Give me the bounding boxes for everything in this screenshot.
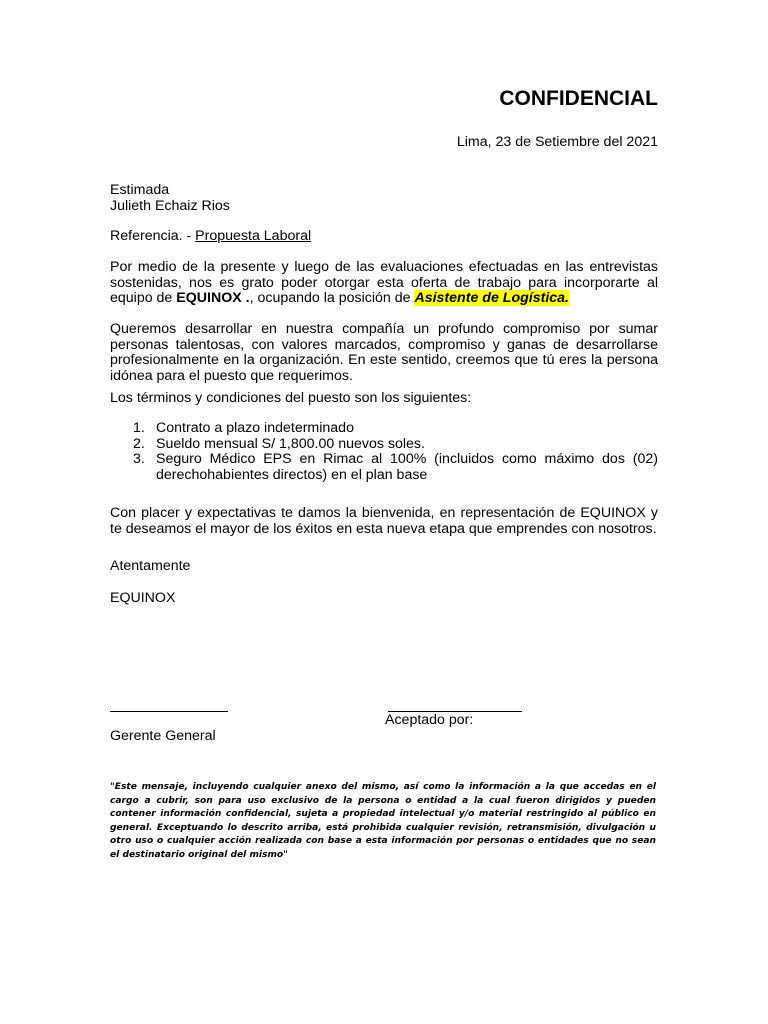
closing-phrase: Atentamente xyxy=(110,558,191,574)
manager-role: Gerente General xyxy=(110,728,216,744)
salutation: Estimada xyxy=(110,182,170,198)
welcome-paragraph: Con placer y expectativas te damos la bienvenida, en representación de EQUINOX y te deseamos el mayor de los éxitos en esta nueva etapa que emprendes con nosotros. xyxy=(110,505,658,537)
terms-item-number: 2. xyxy=(133,435,145,452)
offer-position: Asistente de Logística. xyxy=(414,290,569,306)
document-heading: CONFIDENCIAL xyxy=(499,87,658,110)
terms-item-number: 3. xyxy=(133,451,145,467)
signature-line-manager xyxy=(110,711,228,712)
commitment-paragraph: Queremos desarrollar en nuestra compañía un profundo compromiso por sumar personas talentosas, con valores marcados, compromiso y ganas de desarrollarse profesionalmente en la organización. En este sentido, creemos que tú eres la persona idónea para el puesto que requerimos. xyxy=(110,321,658,384)
accepted-by-label: Aceptado por: xyxy=(385,712,474,728)
reference-subject: Propuesta Laboral xyxy=(195,228,312,244)
company-signature: EQUINOX xyxy=(110,590,176,606)
terms-item-text: Sueldo mensual S/ 1,800.00 nuevos soles. xyxy=(156,435,425,452)
terms-item-text: Seguro Médico EPS en Rimac al 100% (incluidos como máximo dos (02) derechohabientes directos) en el plan base xyxy=(156,451,658,483)
terms-list xyxy=(110,421,658,483)
reference-line xyxy=(110,229,311,245)
offer-text-before: Por medio de la presente y luego de las evaluaciones efectuadas en las entrevistas sostenidas, nos es grato poder otorgar esta oferta de trabajo para incorporarte al equipo de xyxy=(110,259,658,306)
terms-item xyxy=(110,421,658,437)
terms-item-number: 1. xyxy=(133,420,145,436)
terms-item-text: Contrato a plazo indeterminado xyxy=(156,420,354,436)
recipient-name: Julieth Echaiz Rios xyxy=(110,197,230,214)
terms-item xyxy=(110,452,658,483)
terms-intro: Los términos y condiciones del puesto son los siguientes: xyxy=(110,390,472,406)
offer-text-middle: , ocupando la posición de xyxy=(249,290,415,306)
offer-paragraph xyxy=(110,260,658,307)
letter-date: Lima, 23 de Setiembre del 2021 xyxy=(456,134,658,150)
recipient-block xyxy=(110,183,230,214)
offer-company: EQUINOX . xyxy=(176,290,250,306)
terms-item xyxy=(110,437,658,453)
reference-label: Referencia. - xyxy=(110,228,196,244)
confidentiality-disclaimer: "Este mensaje, incluyendo cualquier anexo del mismo, así como la información a la que accedas en el cargo a cubrir, son para uso exclusivo de la persona o entidad a la cual fueron dirigidos y pueden contener información confidencial, sujeta a propiedad intelectual y/o material restringido al público en general. Exceptuando lo descrito arriba, está prohibida cualquier revisión, retransmisión, divulgación u otro uso o cualquier acción realizada con base a esta información por personas o entidades que no sean el destinatario original del mismo" xyxy=(110,782,656,860)
